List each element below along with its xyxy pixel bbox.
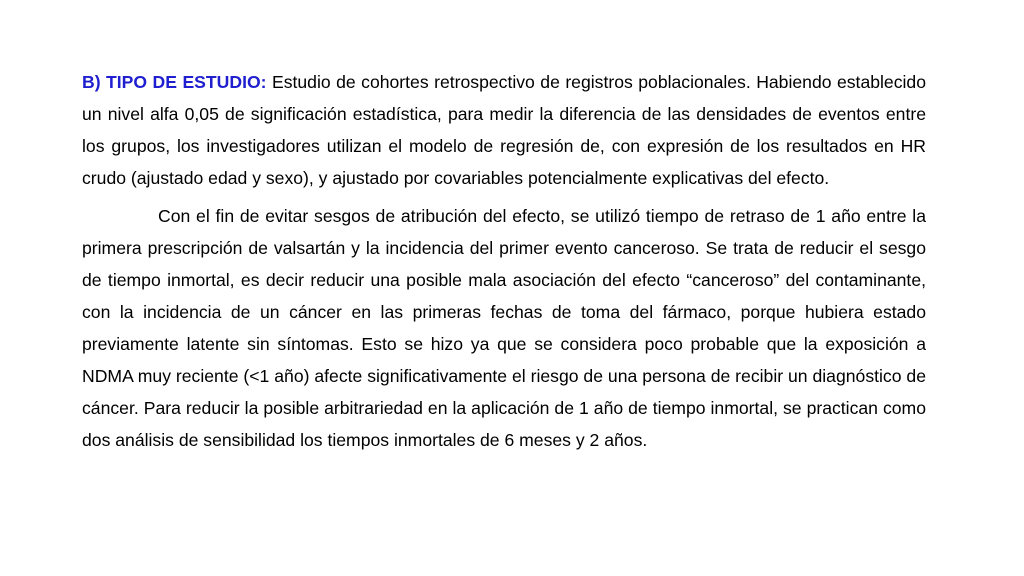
paragraph-study-type <box>82 66 926 194</box>
section-heading: B) TIPO DE ESTUDIO: <box>82 72 267 92</box>
slide-body <box>82 66 926 456</box>
paragraph-1-text: Estudio de cohortes retrospectivo de registros poblacionales. Habiendo establecido un nivel alfa 0,05 de significación estadística, para medir la diferencia de las densidades de eventos entre los grupos, los investigadores utilizan el modelo de regresión de, con expresión de los resultados en HR crudo (ajustado edad y sexo), y ajustado por covariables potencialmente explicativas del efecto. <box>82 72 926 188</box>
paragraph-bias: Con el fin de evitar sesgos de atribución del efecto, se utilizó tiempo de retraso de 1 año entre la primera prescripción de valsartán y la incidencia del primer evento canceroso. Se trata de reducir el sesgo de tiempo inmortal, es decir reducir una posible mala asociación del efecto “canceroso” del contaminante, con la incidencia de un cáncer en las primeras fechas de toma del fármaco, porque hubiera estado previamente latente sin síntomas. Esto se hizo ya que se considera poco probable que la exposición a NDMA muy reciente (<1 año) afecte significativamente el riesgo de una persona de recibir un diagnóstico de cáncer. Para reducir la posible arbitrariedad en la aplicación de 1 año de tiempo inmortal, se practican como dos análisis de sensibilidad los tiempos inmortales de 6 meses y 2 años. <box>82 206 926 450</box>
